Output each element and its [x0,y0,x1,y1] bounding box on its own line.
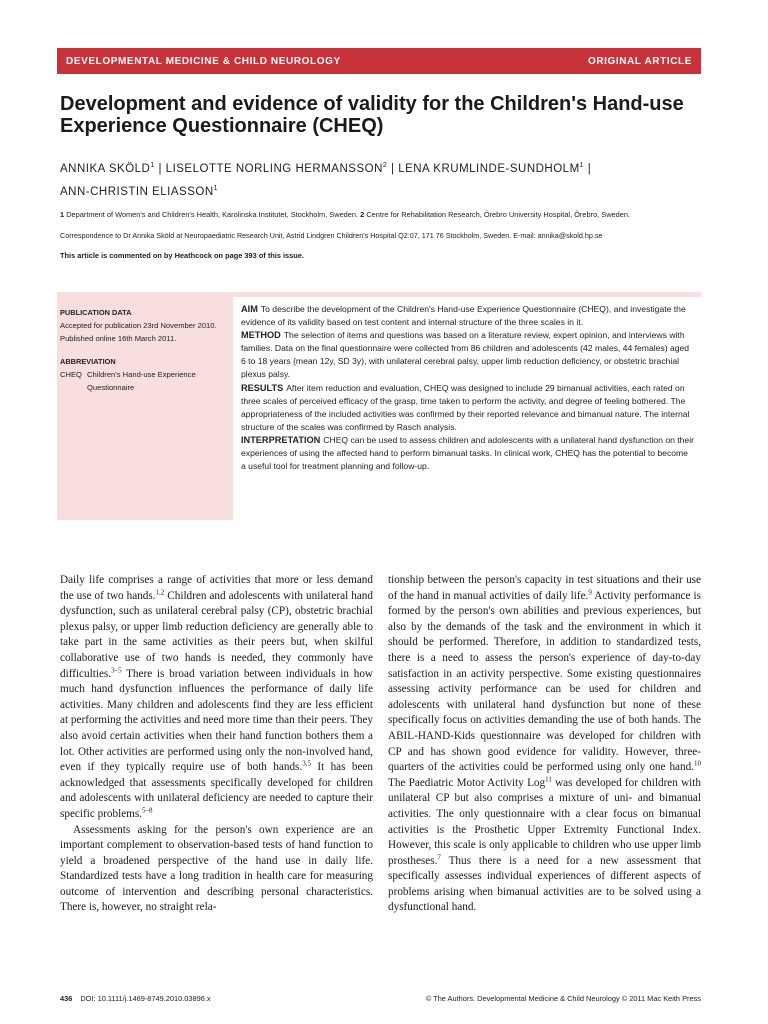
abbreviation-heading: ABBREVIATION [60,357,116,366]
aim-label: AIM [241,304,258,314]
author-name: LISELOTTE NORLING HERMANSSON [165,162,383,175]
author-list: ANNIKA SKÖLD$^1$ | LISELOTTE NORLING HERMANSSON$^2$ | LENA KRUMLINDE-SUNDHOLM$^1$ | ANN-CHRISTIN ELIASSON$^1$ [60,162,592,198]
journal-banner [57,48,701,74]
page-footer [60,994,701,1003]
author-name: ANN-CHRISTIN ELIASSON [60,185,214,198]
author-affiliation-ref: 1 [579,162,585,169]
body-column-right [388,573,701,916]
body-paragraph: Assessments asking for the person's own experience are an important complement to observation-based tests of hand function to yield a broadened perspective of the hand use in daily life. Standardized tests have a long tradition in health care for measuring outcome of intervention and describing personal characteristics. There is, however, no straight rela- [60,823,373,914]
body-text: Children and adolescents with unilateral hand dysfunction, such as unilateral cerebral palsy (CP), obstetric brachial plexus palsy, or upper limb reduction deficiency are generally able to take part in the same activities as their peers but, when skilful collaborative use of two hands is needed, they commonly have difficulties. [60,589,373,680]
affiliation-text: Centre for Rehabilitation Research, Örebro University Hospital, Örebro, Sweden. [366,210,631,219]
footer-left [60,994,211,1003]
author-name: ANNIKA SKÖLD [60,162,151,175]
abstract-results [241,382,695,434]
author-affiliation-ref: 1 [150,162,155,169]
publication-data [60,306,235,394]
body-column-left [60,573,373,916]
citation-ref: 9 [588,587,592,596]
citation-ref: 5–8 [142,806,153,815]
body-text: was developed for children with unilateral CP but also comprises a mixture of uni- and bimanual activities. The only questionnaire with a clear focus on bimanual activities is the Prosthetic Upper Extremity Functional Index. However, this scale is only applicable to children who use upper limb prostheses. [388,776,701,867]
author-affiliation-ref: 1 [213,184,219,192]
publication-data-heading: PUBLICATION DATA [60,308,132,317]
body-text: Activity performance is formed by the person's own abilities and previous experiences, but also by the demands of the task and the environment in which it should be performed. Therefore, in addition to standardized tests, there is a need to assess the person's experience of day-to-day satisfaction in an activity perspective. Some existing questionnaires assessing activity performance can be used for children and adolescents with unilateral hand dysfunction but none of these specifically focus on activities demanding the use of both hands. The ABIL-HAND-Kids questionnaire was developed for children with CP and has shown good evidence for validity. However, three-quarters of the activities could be performed using only one hand. [388,589,701,774]
citation-ref: 7 [437,852,441,861]
correspondence: Correspondence to Dr Annika Sköld at Neuropaediatric Research Unit, Astrid Lindgren Children's Hospital Q2:07, 171 76 Stockholm, Sweden. E-mail: annika@skold.hp.se [60,231,603,240]
abstract-interpretation [241,434,695,473]
results-text: After item reduction and evaluation, CHEQ was designed to include 29 bimanual activities, each rated on three scales of perceived efficacy of the grasp, time taken to perform the activity, and degree of feeling bothered. The appropriateness of the included activities was confirmed by their reported relevance and bimanual nature. The internal structure of the scales was confirmed by Rasch analysis. [241,382,690,432]
accepted-date: Accepted for publication 23rd November 2010. [60,321,217,330]
article-title: Development and evidence of validity for the Children's Hand-use Experience Questionnaire (CHEQ) [60,93,684,137]
doi-link[interactable]: DOI: 10.1111/j.1469-8749.2010.03896.x [80,994,211,1003]
body-text: Daily life comprises a range of activities that more or less demand the use of two hands. [60,574,373,602]
abstract [233,297,701,520]
method-label: METHOD [241,330,281,341]
journal-name: DEVELOPMENTAL MEDICINE & CHILD NEUROLOGY [66,55,341,67]
copyright: © The Authors. Developmental Medicine & Child Neurology © 2011 Mac Keith Press [425,994,701,1003]
affiliation-number: 1 [60,210,65,219]
aim-text: To describe the development of the Children's Hand-use Experience Questionnaire (CHEQ), and investigate the evidence of its validity based on test content and internal structure of the three scales in it. [241,304,686,328]
body-text: Thus there is a need for a new assessment that specifically assesses individual experiences of different aspects of problems arising when bimanual activities are to be solved using a dysfunctional hand. [388,854,701,914]
method-text: The selection of items and questions was based on a literature review, expert opinion, and interviews with families. Data on the final questionnaire were collected from 86 children and adolescents (42 males, 44 females) aged 6 to 18 years (mean 12y, SD 3y), with unilateral cerebral palsy, upper limb reduction deficiency, or obstetric brachial plexus palsy. [241,330,690,380]
body-paragraph [388,573,701,916]
abstract-method [241,329,695,381]
page-number: 436 [60,994,73,1003]
abbreviation-value: Children's Hand-use Experience Questionnaire [87,370,196,392]
body-text: The Paediatric Motor Activity Log [388,776,546,789]
citation-ref: 3,5 [302,759,311,768]
author-name: LENA KRUMLINDE-SUNDHOLM [398,162,580,175]
citation-ref: 3–5 [111,665,122,674]
abbreviation-row [60,368,235,394]
body-text: There is broad variation between individuals in how much hand dysfunction influences the performance of daily life activities. Many children and adolescents find they are less efficient at performing the activities and need more time than their peers. They also avoid certain activities when their hand function bothers them a lot. Other activities are performed using only the non-involved hand, even if they typically require use of both hands. [60,667,373,774]
citation-ref: 11 [545,774,552,783]
affiliation-text: Department of Women's and Children's Health, Karolinska Institutet, Stockholm, Sweden. [66,210,359,219]
published-date: Published online 16th March 2011. [60,334,177,343]
interpretation-label: INTERPRETATION [241,434,321,445]
body-text: tionship between the person's capacity in test situations and their use of the hand in manual activities of daily life. [388,574,701,602]
abbreviation-key: CHEQ [60,370,82,379]
results-label: RESULTS [241,382,284,393]
citation-ref: 10 [694,759,701,768]
commentary-note: This article is commented on by Heathcock on page 393 of this issue. [60,251,304,260]
author-affiliation-ref: 2 [382,162,388,169]
affiliation-number: 2 [360,210,365,219]
abstract-aim [241,303,695,329]
body-text: It has been acknowledged that assessments specifically developed for children and adolescents with unilateral deficiency are needed to capture their specific problems. [60,761,373,820]
citation-ref: 1,2 [155,587,165,596]
body-paragraph [60,573,373,823]
interpretation-text: CHEQ can be used to assess children and adolescents with a unilateral hand dysfunction on their experiences of using the affected hand to perform bimanual tasks. In clinical work, CHEQ has the potential to become a useful tool for treatment planning and follow-up. [241,434,694,472]
article-type: ORIGINAL ARTICLE [587,55,692,67]
affiliations [60,209,710,220]
